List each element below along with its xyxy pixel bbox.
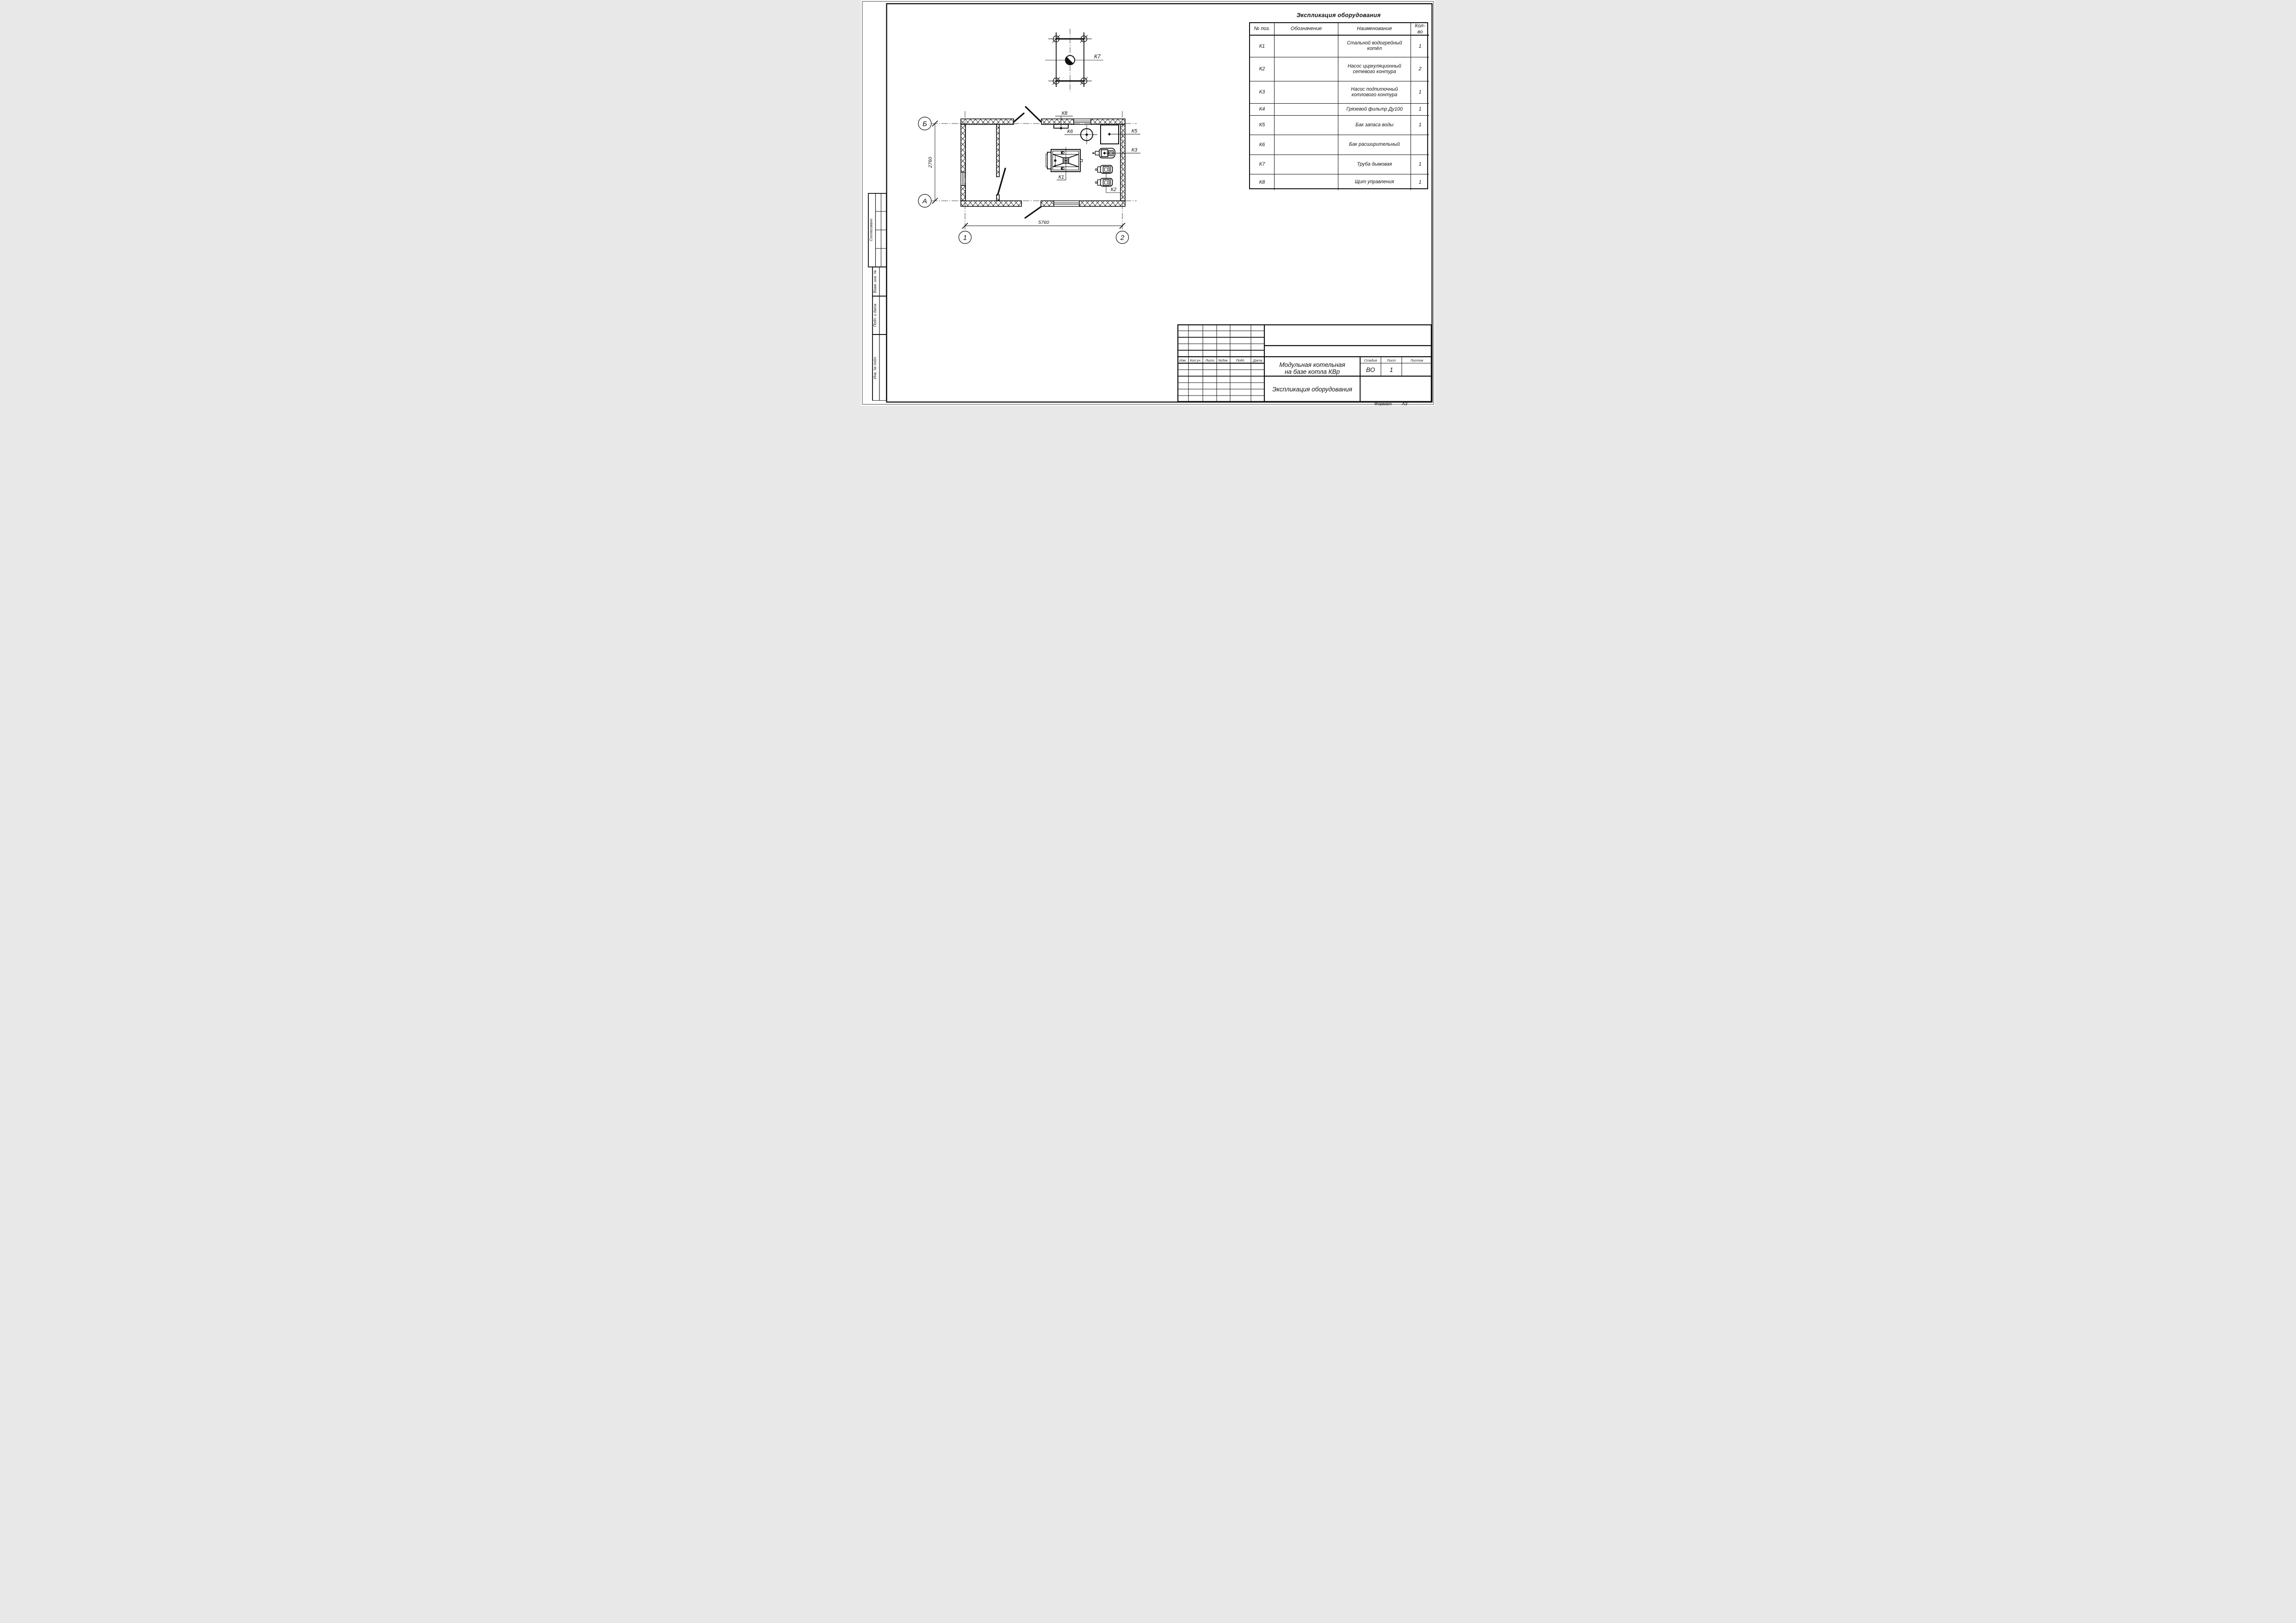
col-header-name: Наименование <box>1338 23 1411 36</box>
pump-k2-1 <box>1095 166 1112 173</box>
col-header-qty: Кол-во <box>1411 23 1429 36</box>
stamp-approved: Согласовано <box>869 218 873 242</box>
table-cell-designation <box>1275 81 1338 104</box>
dim-width: 5760 <box>1038 220 1049 225</box>
table-cell-name: Грязевой фильтр Ду100 <box>1338 104 1411 116</box>
table-cell-name: Щит управления <box>1338 174 1411 190</box>
tb-col-izm: Изм. <box>1179 358 1187 363</box>
tb-stage-value: ВО <box>1366 366 1375 373</box>
tb-col-list: Лист <box>1205 358 1214 363</box>
pump-k2-2 <box>1095 179 1112 186</box>
label-k3: К3 <box>1131 147 1138 153</box>
table-cell-name: Стальной водогрейный котёл <box>1338 36 1411 57</box>
title-block-grid <box>1177 324 1432 402</box>
table-cell-designation <box>1275 57 1338 81</box>
table-cell-qty: 1 <box>1411 81 1429 104</box>
table-cell-pos: К4 <box>1250 104 1275 116</box>
col-header-pos: № поз. <box>1250 23 1275 36</box>
tb-project-line2: на базе котла КВр <box>1284 368 1340 375</box>
table-cell-pos: К8 <box>1250 174 1275 190</box>
table-cell-pos: К7 <box>1250 155 1275 174</box>
label-k8: К8 <box>1061 111 1068 116</box>
table-cell-name: Бак расширительный <box>1338 135 1411 155</box>
tb-sheets-label: Листов <box>1410 358 1423 363</box>
stamp-inv-orig: Инв. № подл. <box>873 356 877 379</box>
axis-label-b: Б <box>922 120 927 128</box>
label-k2: К2 <box>1110 187 1117 192</box>
table-cell-name: Труба дымовая <box>1338 155 1411 174</box>
label-k6: К6 <box>1067 129 1073 135</box>
table-cell-pos: К1 <box>1250 36 1275 57</box>
label-k7: К7 <box>1094 53 1101 60</box>
label-k1: К1 <box>1058 174 1064 180</box>
table-cell-designation <box>1275 36 1338 57</box>
title-block <box>1177 324 1432 402</box>
axis-label-2: 2 <box>1120 234 1125 242</box>
table-cell-pos: К3 <box>1250 81 1275 104</box>
tb-doc-title: Экспликация оборудования <box>1272 386 1352 393</box>
table-cell-pos: К6 <box>1250 135 1275 155</box>
table-cell-name: Насос циркуляционный сетевого контура <box>1338 57 1411 81</box>
table-cell-name: Насос подпиточный котлового контура <box>1338 81 1411 104</box>
table-cell-designation <box>1275 135 1338 155</box>
table-cell-qty <box>1411 135 1429 155</box>
pumps-k2 <box>1095 166 1121 193</box>
table-cell-pos: К5 <box>1250 116 1275 135</box>
table-cell-name: Бак запаса воды <box>1338 116 1411 135</box>
dim-height: 2760 <box>928 157 933 168</box>
chimney-detail-k7 <box>1045 29 1103 92</box>
format-label: Формат <box>1374 402 1392 406</box>
table-cell-designation <box>1275 104 1338 116</box>
table-cell-qty: 1 <box>1411 155 1429 174</box>
table-cell-designation <box>1275 174 1338 190</box>
table-cell-qty: 1 <box>1411 36 1429 57</box>
equipment-table-title: Экспликация оборудования <box>1296 12 1381 19</box>
tb-col-data: Дата <box>1253 358 1262 363</box>
format-note <box>1374 402 1407 406</box>
tb-col-podp: Подп. <box>1236 358 1245 363</box>
table-cell-qty: 1 <box>1411 104 1429 116</box>
tb-sheet-value: 1 <box>1389 366 1393 373</box>
axis-label-a: А <box>922 197 928 205</box>
tb-col-ndok: №док. <box>1218 358 1229 363</box>
table-cell-qty: 2 <box>1411 57 1429 81</box>
tb-stage-label: Стадия <box>1364 358 1377 363</box>
equipment-table <box>1249 22 1428 189</box>
col-header-designation: Обозначение <box>1275 23 1338 36</box>
tb-col-koluch: Кол.уч. <box>1190 358 1201 363</box>
table-cell-qty: 1 <box>1411 116 1429 135</box>
stamp-sign-date: Подп. и дата <box>873 304 877 327</box>
tb-project-line1: Модульная котельная <box>1279 361 1345 368</box>
tb-sheet-label: Лист <box>1386 358 1396 363</box>
axis-label-1: 1 <box>963 234 967 242</box>
label-k5: К5 <box>1131 128 1138 134</box>
side-stamp-column <box>868 193 887 401</box>
table-cell-designation <box>1275 155 1338 174</box>
table-cell-qty: 1 <box>1418 179 1422 185</box>
table-cell-pos: К2 <box>1250 57 1275 81</box>
drawing-sheet <box>861 0 1435 406</box>
stamp-replace-inv: Взам. инв. № <box>873 270 877 293</box>
table-cell-designation <box>1275 116 1338 135</box>
tank-k6 <box>1064 125 1097 144</box>
format-value: А3 <box>1402 402 1407 406</box>
